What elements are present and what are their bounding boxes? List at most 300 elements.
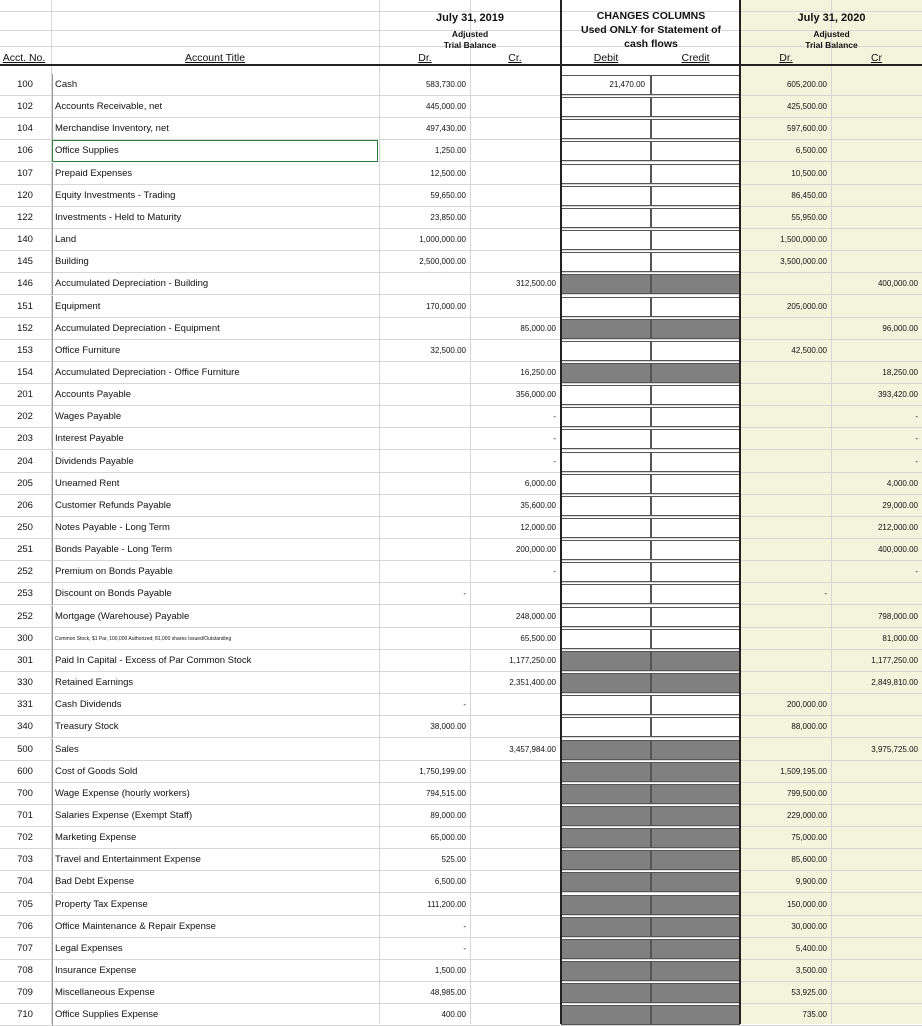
cell-cr-2020[interactable] — [831, 340, 922, 362]
cell-cr-2019[interactable] — [470, 827, 560, 849]
cell-acct-no[interactable]: 202 — [17, 411, 33, 423]
cell-account-title[interactable]: Salaries Expense (Exempt Staff) — [52, 805, 378, 827]
cell-cr-2020[interactable]: 400,000.00 — [877, 545, 918, 555]
cell-cr-2020[interactable] — [831, 982, 922, 1004]
cell-dr-2020[interactable]: 75,000.00 — [791, 833, 827, 843]
cell-cr-2019[interactable] — [470, 805, 560, 827]
changes-credit-cell[interactable] — [651, 474, 740, 494]
cell-cr-2019[interactable] — [470, 960, 560, 982]
cell-dr-2019[interactable] — [380, 650, 470, 672]
cell-dr-2020[interactable]: 30,000.00 — [791, 921, 827, 931]
cell-dr-2019[interactable] — [380, 539, 470, 561]
cell-acct-no[interactable]: 708 — [17, 965, 33, 976]
cell-acct-no[interactable]: 710 — [17, 1009, 33, 1021]
cell-dr-2019[interactable]: 12,500.00 — [430, 168, 466, 178]
changes-credit-cell[interactable] — [651, 141, 740, 161]
cell-dr-2020[interactable] — [741, 739, 831, 761]
cell-dr-2019[interactable]: 32,500.00 — [430, 345, 466, 355]
cell-cr-2019[interactable]: 85,000.00 — [520, 323, 556, 333]
cell-cr-2020[interactable] — [831, 938, 922, 960]
cell-acct-no[interactable]: 205 — [17, 477, 33, 489]
cell-dr-2019[interactable]: 794,515.00 — [425, 788, 466, 798]
cell-cr-2019[interactable]: 356,000.00 — [515, 390, 556, 400]
cell-cr-2019[interactable] — [470, 894, 560, 916]
cell-account-title[interactable]: Property Tax Expense — [52, 894, 378, 916]
changes-credit-cell[interactable] — [651, 607, 740, 627]
cell-dr-2020[interactable] — [741, 561, 831, 583]
cell-dr-2020[interactable] — [741, 650, 831, 672]
changes-debit-cell[interactable] — [561, 230, 651, 250]
cell-dr-2019[interactable]: 111,200.00 — [427, 899, 466, 909]
cell-cr-2019[interactable] — [470, 783, 560, 805]
cell-dr-2019[interactable] — [380, 428, 470, 450]
cell-cr-2020[interactable] — [831, 894, 922, 916]
cell-account-title[interactable]: Office Furniture — [52, 340, 378, 362]
cell-cr-2020[interactable]: 212,000.00 — [877, 523, 918, 532]
cell-dr-2019[interactable] — [380, 628, 470, 650]
changes-debit-cell[interactable] — [561, 429, 651, 449]
cell-acct-no[interactable]: 146 — [17, 278, 33, 290]
cell-cr-2019[interactable] — [470, 1004, 560, 1026]
cell-dr-2020[interactable]: 200,000.00 — [786, 700, 827, 710]
cell-account-title[interactable]: Paid In Capital - Excess of Par Common Stock — [52, 650, 378, 672]
changes-debit-cell[interactable] — [561, 474, 651, 494]
cell-cr-2019[interactable] — [470, 229, 560, 251]
cell-cr-2019[interactable]: 65,500.00 — [520, 633, 556, 643]
cell-account-title[interactable]: Premium on Bonds Payable — [52, 561, 378, 583]
cell-account-title[interactable]: Common Stock, $1 Par, 100,000 Authorized; 81,000 shares Issued/Outstanding — [52, 628, 378, 650]
changes-credit-cell[interactable] — [651, 164, 740, 184]
cell-dr-2019[interactable] — [380, 517, 470, 539]
changes-credit-cell[interactable] — [651, 97, 740, 117]
cell-account-title[interactable]: Wage Expense (hourly workers) — [52, 783, 378, 805]
cell-account-title[interactable]: Mortgage (Warehouse) Payable — [52, 606, 378, 628]
cell-cr-2020[interactable] — [831, 140, 922, 162]
changes-debit-cell[interactable] — [561, 164, 651, 184]
cell-dr-2020[interactable] — [741, 273, 831, 295]
cell-cr-2020[interactable] — [831, 207, 922, 229]
cell-account-title[interactable]: Equity Investments - Trading — [52, 185, 378, 207]
changes-debit-cell[interactable] — [561, 584, 651, 604]
cell-account-title[interactable]: Miscellaneous Expense — [52, 982, 378, 1004]
cell-acct-no[interactable]: 703 — [17, 854, 33, 866]
changes-debit-cell[interactable] — [561, 452, 651, 472]
cell-cr-2020[interactable]: 2,849,810.00 — [871, 678, 918, 688]
cell-dr-2020[interactable] — [741, 495, 831, 517]
cell-account-title[interactable]: Discount on Bonds Payable — [52, 583, 378, 605]
changes-debit-cell[interactable] — [561, 341, 651, 361]
cell-acct-no[interactable]: 106 — [17, 145, 33, 157]
changes-credit-cell[interactable] — [651, 208, 740, 228]
cell-cr-2019[interactable]: - — [553, 434, 556, 444]
cell-cr-2020[interactable] — [831, 716, 922, 738]
cell-dr-2020[interactable] — [741, 672, 831, 694]
cell-dr-2020[interactable]: 597,600.00 — [786, 124, 827, 134]
cell-account-title[interactable]: Merchandise Inventory, net — [52, 118, 378, 140]
cell-acct-no[interactable]: 145 — [17, 256, 33, 268]
cell-cr-2020[interactable]: 18,250.00 — [882, 367, 918, 377]
changes-credit-cell[interactable] — [651, 341, 740, 361]
changes-credit-cell[interactable] — [651, 452, 740, 472]
cell-acct-no[interactable]: 100 — [17, 79, 33, 90]
cell-dr-2020[interactable] — [741, 606, 831, 628]
cell-cr-2019[interactable] — [470, 583, 560, 605]
cell-dr-2020[interactable]: 6,500.00 — [795, 146, 827, 156]
cell-dr-2020[interactable]: 735.00 — [802, 1010, 827, 1020]
changes-credit-cell[interactable] — [651, 75, 740, 95]
cell-account-title[interactable]: Bonds Payable - Long Term — [52, 539, 378, 561]
cell-dr-2020[interactable]: 1,500,000.00 — [780, 235, 827, 245]
cell-account-title[interactable]: Office Supplies Expense — [52, 1004, 378, 1026]
cell-dr-2020[interactable]: 42,500.00 — [791, 345, 827, 355]
cell-dr-2020[interactable]: 3,500.00 — [795, 966, 827, 975]
changes-credit-cell[interactable] — [651, 407, 740, 427]
cell-cr-2019[interactable]: 200,000.00 — [515, 545, 556, 555]
cell-cr-2020[interactable] — [831, 827, 922, 849]
cell-dr-2020[interactable]: 1,509,195.00 — [780, 766, 827, 776]
cell-cr-2020[interactable] — [831, 916, 922, 938]
changes-credit-cell[interactable] — [651, 518, 740, 538]
cell-account-title[interactable]: Building — [52, 251, 378, 273]
cell-dr-2020[interactable] — [741, 384, 831, 406]
cell-dr-2019[interactable]: 1,750,199.00 — [419, 766, 466, 776]
cell-acct-no[interactable]: 206 — [17, 499, 33, 511]
cell-cr-2020[interactable] — [831, 296, 922, 318]
cell-cr-2019[interactable]: 35,600.00 — [520, 500, 556, 510]
cell-account-title[interactable]: Insurance Expense — [52, 960, 378, 982]
changes-debit-cell[interactable] — [561, 695, 651, 715]
cell-dr-2019[interactable]: 1,250.00 — [434, 146, 466, 156]
changes-credit-cell[interactable] — [651, 562, 740, 582]
cell-dr-2019[interactable]: 1,000,000.00 — [419, 235, 466, 245]
changes-debit-cell[interactable] — [561, 252, 651, 272]
cell-account-title[interactable]: Sales — [52, 739, 378, 761]
cell-dr-2019[interactable] — [380, 495, 470, 517]
cell-cr-2019[interactable] — [470, 716, 560, 738]
cell-dr-2019[interactable]: - — [463, 943, 466, 953]
changes-debit-cell[interactable] — [561, 186, 651, 206]
cell-cr-2020[interactable]: 3,975,725.00 — [871, 744, 918, 754]
changes-debit-cell[interactable] — [561, 75, 651, 95]
cell-dr-2020[interactable]: 85,600.00 — [791, 855, 827, 865]
cell-acct-no[interactable]: 251 — [17, 544, 33, 556]
changes-credit-cell[interactable] — [651, 540, 740, 560]
cell-account-title[interactable]: Land — [52, 229, 378, 251]
cell-cr-2019[interactable] — [470, 849, 560, 871]
cell-cr-2019[interactable]: 2,351,400.00 — [509, 678, 556, 688]
cell-dr-2019[interactable]: 2,500,000.00 — [419, 257, 466, 267]
cell-cr-2020[interactable] — [831, 960, 922, 982]
cell-dr-2019[interactable]: 445,000.00 — [425, 102, 466, 112]
cell-dr-2019[interactable]: 89,000.00 — [430, 810, 466, 820]
cell-cr-2019[interactable] — [470, 118, 560, 140]
cell-dr-2019[interactable]: 1,500.00 — [434, 966, 466, 975]
cell-cr-2019[interactable] — [470, 74, 560, 96]
cell-cr-2020[interactable]: - — [915, 412, 918, 422]
cell-account-title[interactable]: Accumulated Depreciation - Building — [52, 273, 378, 295]
cell-account-title[interactable]: Accounts Receivable, net — [52, 96, 378, 118]
cell-cr-2019[interactable] — [470, 140, 560, 162]
cell-cr-2019[interactable] — [470, 916, 560, 938]
cell-cr-2020[interactable]: 96,000.00 — [882, 323, 918, 333]
cell-acct-no[interactable]: 152 — [17, 322, 33, 334]
cell-account-title[interactable]: Prepaid Expenses — [52, 163, 378, 185]
cell-dr-2020[interactable]: 88,000.00 — [791, 722, 827, 732]
changes-debit-cell[interactable] — [561, 717, 651, 737]
cell-account-title[interactable]: Investments - Held to Maturity — [52, 207, 378, 229]
cell-acct-no[interactable]: 702 — [17, 832, 33, 844]
cell-dr-2020[interactable] — [741, 539, 831, 561]
cell-account-title[interactable]: Notes Payable - Long Term — [52, 517, 378, 539]
cell-dr-2019[interactable] — [380, 473, 470, 495]
changes-debit-cell[interactable] — [561, 496, 651, 516]
changes-debit-cell[interactable] — [561, 208, 651, 228]
cell-dr-2020[interactable]: 53,925.00 — [791, 988, 827, 998]
changes-credit-cell[interactable] — [651, 584, 740, 604]
cell-cr-2020[interactable] — [831, 849, 922, 871]
cell-dr-2019[interactable]: 6,500.00 — [434, 877, 466, 887]
cell-account-title[interactable]: Legal Expenses — [52, 938, 378, 960]
cell-acct-no[interactable]: 151 — [17, 300, 33, 312]
cell-account-title[interactable]: Unearned Rent — [52, 473, 378, 495]
cell-dr-2019[interactable] — [380, 739, 470, 761]
cell-dr-2020[interactable]: 205,000.00 — [786, 301, 827, 311]
changes-debit-cell[interactable] — [561, 518, 651, 538]
cell-acct-no[interactable]: 120 — [17, 189, 33, 201]
cell-cr-2019[interactable]: 16,250.00 — [520, 367, 556, 377]
cell-dr-2019[interactable] — [380, 606, 470, 628]
cell-cr-2020[interactable] — [831, 583, 922, 605]
cell-acct-no[interactable]: 330 — [17, 677, 33, 689]
cell-dr-2019[interactable] — [380, 318, 470, 340]
cell-dr-2019[interactable] — [380, 273, 470, 295]
cell-account-title[interactable]: Customer Refunds Payable — [52, 495, 378, 517]
cell-account-title[interactable]: Treasury Stock — [52, 716, 378, 738]
cell-cr-2020[interactable]: 81,000.00 — [882, 633, 918, 643]
cell-acct-no[interactable]: 140 — [17, 234, 33, 246]
cell-account-title[interactable]: Wages Payable — [52, 406, 378, 428]
cell-acct-no[interactable]: 204 — [17, 455, 33, 467]
cell-dr-2019[interactable]: 170,000.00 — [425, 301, 466, 311]
cell-cr-2020[interactable]: 1,177,250.00 — [871, 655, 918, 665]
cell-dr-2019[interactable]: 583,730.00 — [425, 80, 466, 89]
cell-acct-no[interactable]: 300 — [17, 632, 33, 644]
cell-account-title[interactable]: Bad Debt Expense — [52, 871, 378, 893]
changes-debit-cell[interactable] — [561, 407, 651, 427]
cell-cr-2019[interactable]: 3,457,984.00 — [509, 744, 556, 754]
cell-cr-2020[interactable]: 4,000.00 — [886, 478, 918, 488]
selected-cell-account-title[interactable]: Office Supplies — [52, 140, 378, 162]
changes-debit-cell[interactable] — [561, 141, 651, 161]
cell-cr-2019[interactable]: 6,000.00 — [524, 478, 556, 488]
cell-cr-2019[interactable]: - — [553, 412, 556, 422]
cell-acct-no[interactable]: 700 — [17, 787, 33, 799]
cell-cr-2020[interactable]: - — [915, 456, 918, 466]
changes-debit-cell[interactable] — [561, 97, 651, 117]
changes-debit-cell[interactable] — [561, 540, 651, 560]
changes-credit-cell[interactable] — [651, 717, 740, 737]
changes-debit-cell[interactable] — [561, 629, 651, 649]
changes-credit-cell[interactable] — [651, 496, 740, 516]
cell-cr-2020[interactable] — [831, 185, 922, 207]
cell-cr-2019[interactable] — [470, 185, 560, 207]
cell-dr-2020[interactable]: 3,500,000.00 — [780, 257, 827, 267]
changes-debit-cell[interactable] — [561, 119, 651, 139]
cell-dr-2019[interactable]: 59,650.00 — [430, 190, 466, 200]
cell-dr-2020[interactable]: 5,400.00 — [795, 943, 827, 953]
cell-cr-2019[interactable]: 312,500.00 — [515, 279, 556, 289]
cell-dr-2019[interactable] — [380, 406, 470, 428]
cell-account-title[interactable]: Interest Payable — [52, 428, 378, 450]
cell-acct-no[interactable]: 122 — [17, 211, 33, 223]
cell-account-title[interactable]: Dividends Payable — [52, 451, 378, 473]
cell-dr-2019[interactable]: 497,430.00 — [425, 124, 466, 134]
cell-cr-2019[interactable] — [470, 96, 560, 118]
cell-dr-2020[interactable] — [741, 362, 831, 384]
cell-cr-2019[interactable] — [470, 251, 560, 273]
cell-dr-2019[interactable]: - — [463, 921, 466, 931]
cell-account-title[interactable]: Retained Earnings — [52, 672, 378, 694]
cell-cr-2020[interactable] — [831, 74, 922, 96]
cell-account-title[interactable]: Cash — [52, 74, 378, 96]
cell-cr-2020[interactable] — [831, 251, 922, 273]
cell-dr-2019[interactable] — [380, 384, 470, 406]
cell-acct-no[interactable]: 701 — [17, 809, 33, 821]
cell-dr-2019[interactable]: 400.00 — [441, 1010, 466, 1020]
changes-debit-cell[interactable] — [561, 562, 651, 582]
cell-acct-no[interactable]: 252 — [17, 566, 33, 578]
cell-cr-2020[interactable] — [831, 871, 922, 893]
cell-cr-2019[interactable]: 12,000.00 — [520, 523, 556, 532]
cell-account-title[interactable]: Accumulated Depreciation - Office Furniture — [52, 362, 378, 384]
cell-acct-no[interactable]: 201 — [17, 389, 33, 401]
cell-cr-2019[interactable]: 1,177,250.00 — [509, 655, 556, 665]
cell-dr-2020[interactable]: 229,000.00 — [786, 810, 827, 820]
cell-dr-2020[interactable] — [741, 406, 831, 428]
cell-dr-2020[interactable]: 9,900.00 — [795, 877, 827, 887]
cell-dr-2020[interactable]: 150,000.00 — [786, 899, 827, 909]
changes-credit-cell[interactable] — [651, 186, 740, 206]
cell-cr-2020[interactable] — [831, 229, 922, 251]
cell-cr-2019[interactable] — [470, 340, 560, 362]
cell-dr-2019[interactable]: 65,000.00 — [430, 833, 466, 843]
cell-acct-no[interactable]: 331 — [17, 699, 33, 711]
cell-cr-2019[interactable] — [470, 871, 560, 893]
cell-acct-no[interactable]: 707 — [17, 942, 33, 954]
cell-cr-2019[interactable] — [470, 694, 560, 716]
cell-acct-no[interactable]: 705 — [17, 898, 33, 910]
cell-dr-2020[interactable]: 55,950.00 — [791, 212, 827, 222]
cell-dr-2020[interactable] — [741, 473, 831, 495]
cell-account-title[interactable]: Equipment — [52, 296, 378, 318]
cell-account-title[interactable]: Accounts Payable — [52, 384, 378, 406]
cell-cr-2020[interactable]: 29,000.00 — [882, 500, 918, 510]
cell-account-title[interactable]: Cash Dividends — [52, 694, 378, 716]
cell-acct-no[interactable]: 301 — [17, 654, 33, 666]
cell-cr-2020[interactable] — [831, 96, 922, 118]
changes-credit-cell[interactable] — [651, 629, 740, 649]
cell-dr-2019[interactable]: 48,985.00 — [430, 988, 466, 998]
cell-cr-2020[interactable] — [831, 163, 922, 185]
cell-account-title[interactable]: Cost of Goods Sold — [52, 761, 378, 783]
cell-cr-2019[interactable] — [470, 761, 560, 783]
cell-dr-2019[interactable] — [380, 362, 470, 384]
cell-dr-2020[interactable] — [741, 318, 831, 340]
cell-acct-no[interactable]: 250 — [17, 522, 33, 533]
cell-account-title[interactable]: Marketing Expense — [52, 827, 378, 849]
cell-dr-2019[interactable]: - — [463, 700, 466, 710]
cell-cr-2019[interactable] — [470, 938, 560, 960]
cell-cr-2020[interactable] — [831, 761, 922, 783]
changes-credit-cell[interactable] — [651, 297, 740, 317]
cell-cr-2020[interactable]: - — [915, 567, 918, 577]
cell-cr-2019[interactable] — [470, 207, 560, 229]
cell-dr-2020[interactable] — [741, 628, 831, 650]
cell-dr-2020[interactable]: 799,500.00 — [786, 788, 827, 798]
cell-dr-2019[interactable]: 525.00 — [441, 855, 466, 865]
cell-dr-2020[interactable]: 425,500.00 — [786, 102, 827, 112]
cell-dr-2020[interactable] — [741, 517, 831, 539]
cell-account-title[interactable]: Accumulated Depreciation - Equipment — [52, 318, 378, 340]
cell-dr-2019[interactable]: - — [463, 589, 466, 599]
changes-debit-cell[interactable] — [561, 607, 651, 627]
cell-acct-no[interactable]: 104 — [17, 123, 33, 135]
cell-acct-no[interactable]: 252 — [17, 610, 33, 622]
cell-cr-2020[interactable] — [831, 694, 922, 716]
cell-cr-2019[interactable]: - — [553, 456, 556, 466]
cell-dr-2020[interactable] — [741, 451, 831, 473]
changes-credit-cell[interactable] — [651, 385, 740, 405]
cell-acct-no[interactable]: 203 — [17, 433, 33, 445]
cell-dr-2020[interactable]: 86,450.00 — [791, 190, 827, 200]
changes-debit-cell[interactable] — [561, 297, 651, 317]
changes-debit-cell[interactable] — [561, 385, 651, 405]
cell-cr-2020[interactable] — [831, 783, 922, 805]
changes-credit-cell[interactable] — [651, 429, 740, 449]
cell-acct-no[interactable]: 253 — [17, 588, 33, 600]
cell-cr-2020[interactable] — [831, 805, 922, 827]
cell-cr-2020[interactable] — [831, 118, 922, 140]
cell-cr-2020[interactable]: 798,000.00 — [877, 611, 918, 621]
cell-cr-2019[interactable]: - — [553, 567, 556, 577]
cell-dr-2020[interactable]: 605,200.00 — [786, 80, 827, 89]
changes-credit-cell[interactable] — [651, 119, 740, 139]
cell-dr-2019[interactable] — [380, 451, 470, 473]
cell-cr-2020[interactable] — [831, 1004, 922, 1026]
cell-dr-2019[interactable] — [380, 672, 470, 694]
cell-cr-2019[interactable]: 248,000.00 — [515, 611, 556, 621]
cell-dr-2020[interactable]: 10,500.00 — [791, 168, 827, 178]
cell-acct-no[interactable]: 709 — [17, 987, 33, 999]
changes-credit-cell[interactable] — [651, 252, 740, 272]
cell-acct-no[interactable]: 154 — [17, 366, 33, 378]
cell-dr-2019[interactable]: 23,850.00 — [430, 212, 466, 222]
cell-acct-no[interactable]: 706 — [17, 920, 33, 932]
cell-account-title[interactable]: Travel and Entertainment Expense — [52, 849, 378, 871]
cell-dr-2020[interactable] — [741, 428, 831, 450]
cell-cr-2019[interactable] — [470, 982, 560, 1004]
cell-acct-no[interactable]: 107 — [17, 167, 33, 179]
cell-account-title[interactable]: Office Maintenance & Repair Expense — [52, 916, 378, 938]
cell-acct-no[interactable]: 704 — [17, 876, 33, 888]
cell-cr-2020[interactable]: 400,000.00 — [877, 279, 918, 289]
cell-cr-2019[interactable] — [470, 296, 560, 318]
cell-cr-2019[interactable] — [470, 163, 560, 185]
cell-acct-no[interactable]: 600 — [17, 765, 33, 777]
cell-acct-no[interactable]: 500 — [17, 743, 33, 755]
cell-dr-2020[interactable]: - — [824, 589, 827, 599]
cell-dr-2019[interactable] — [380, 561, 470, 583]
